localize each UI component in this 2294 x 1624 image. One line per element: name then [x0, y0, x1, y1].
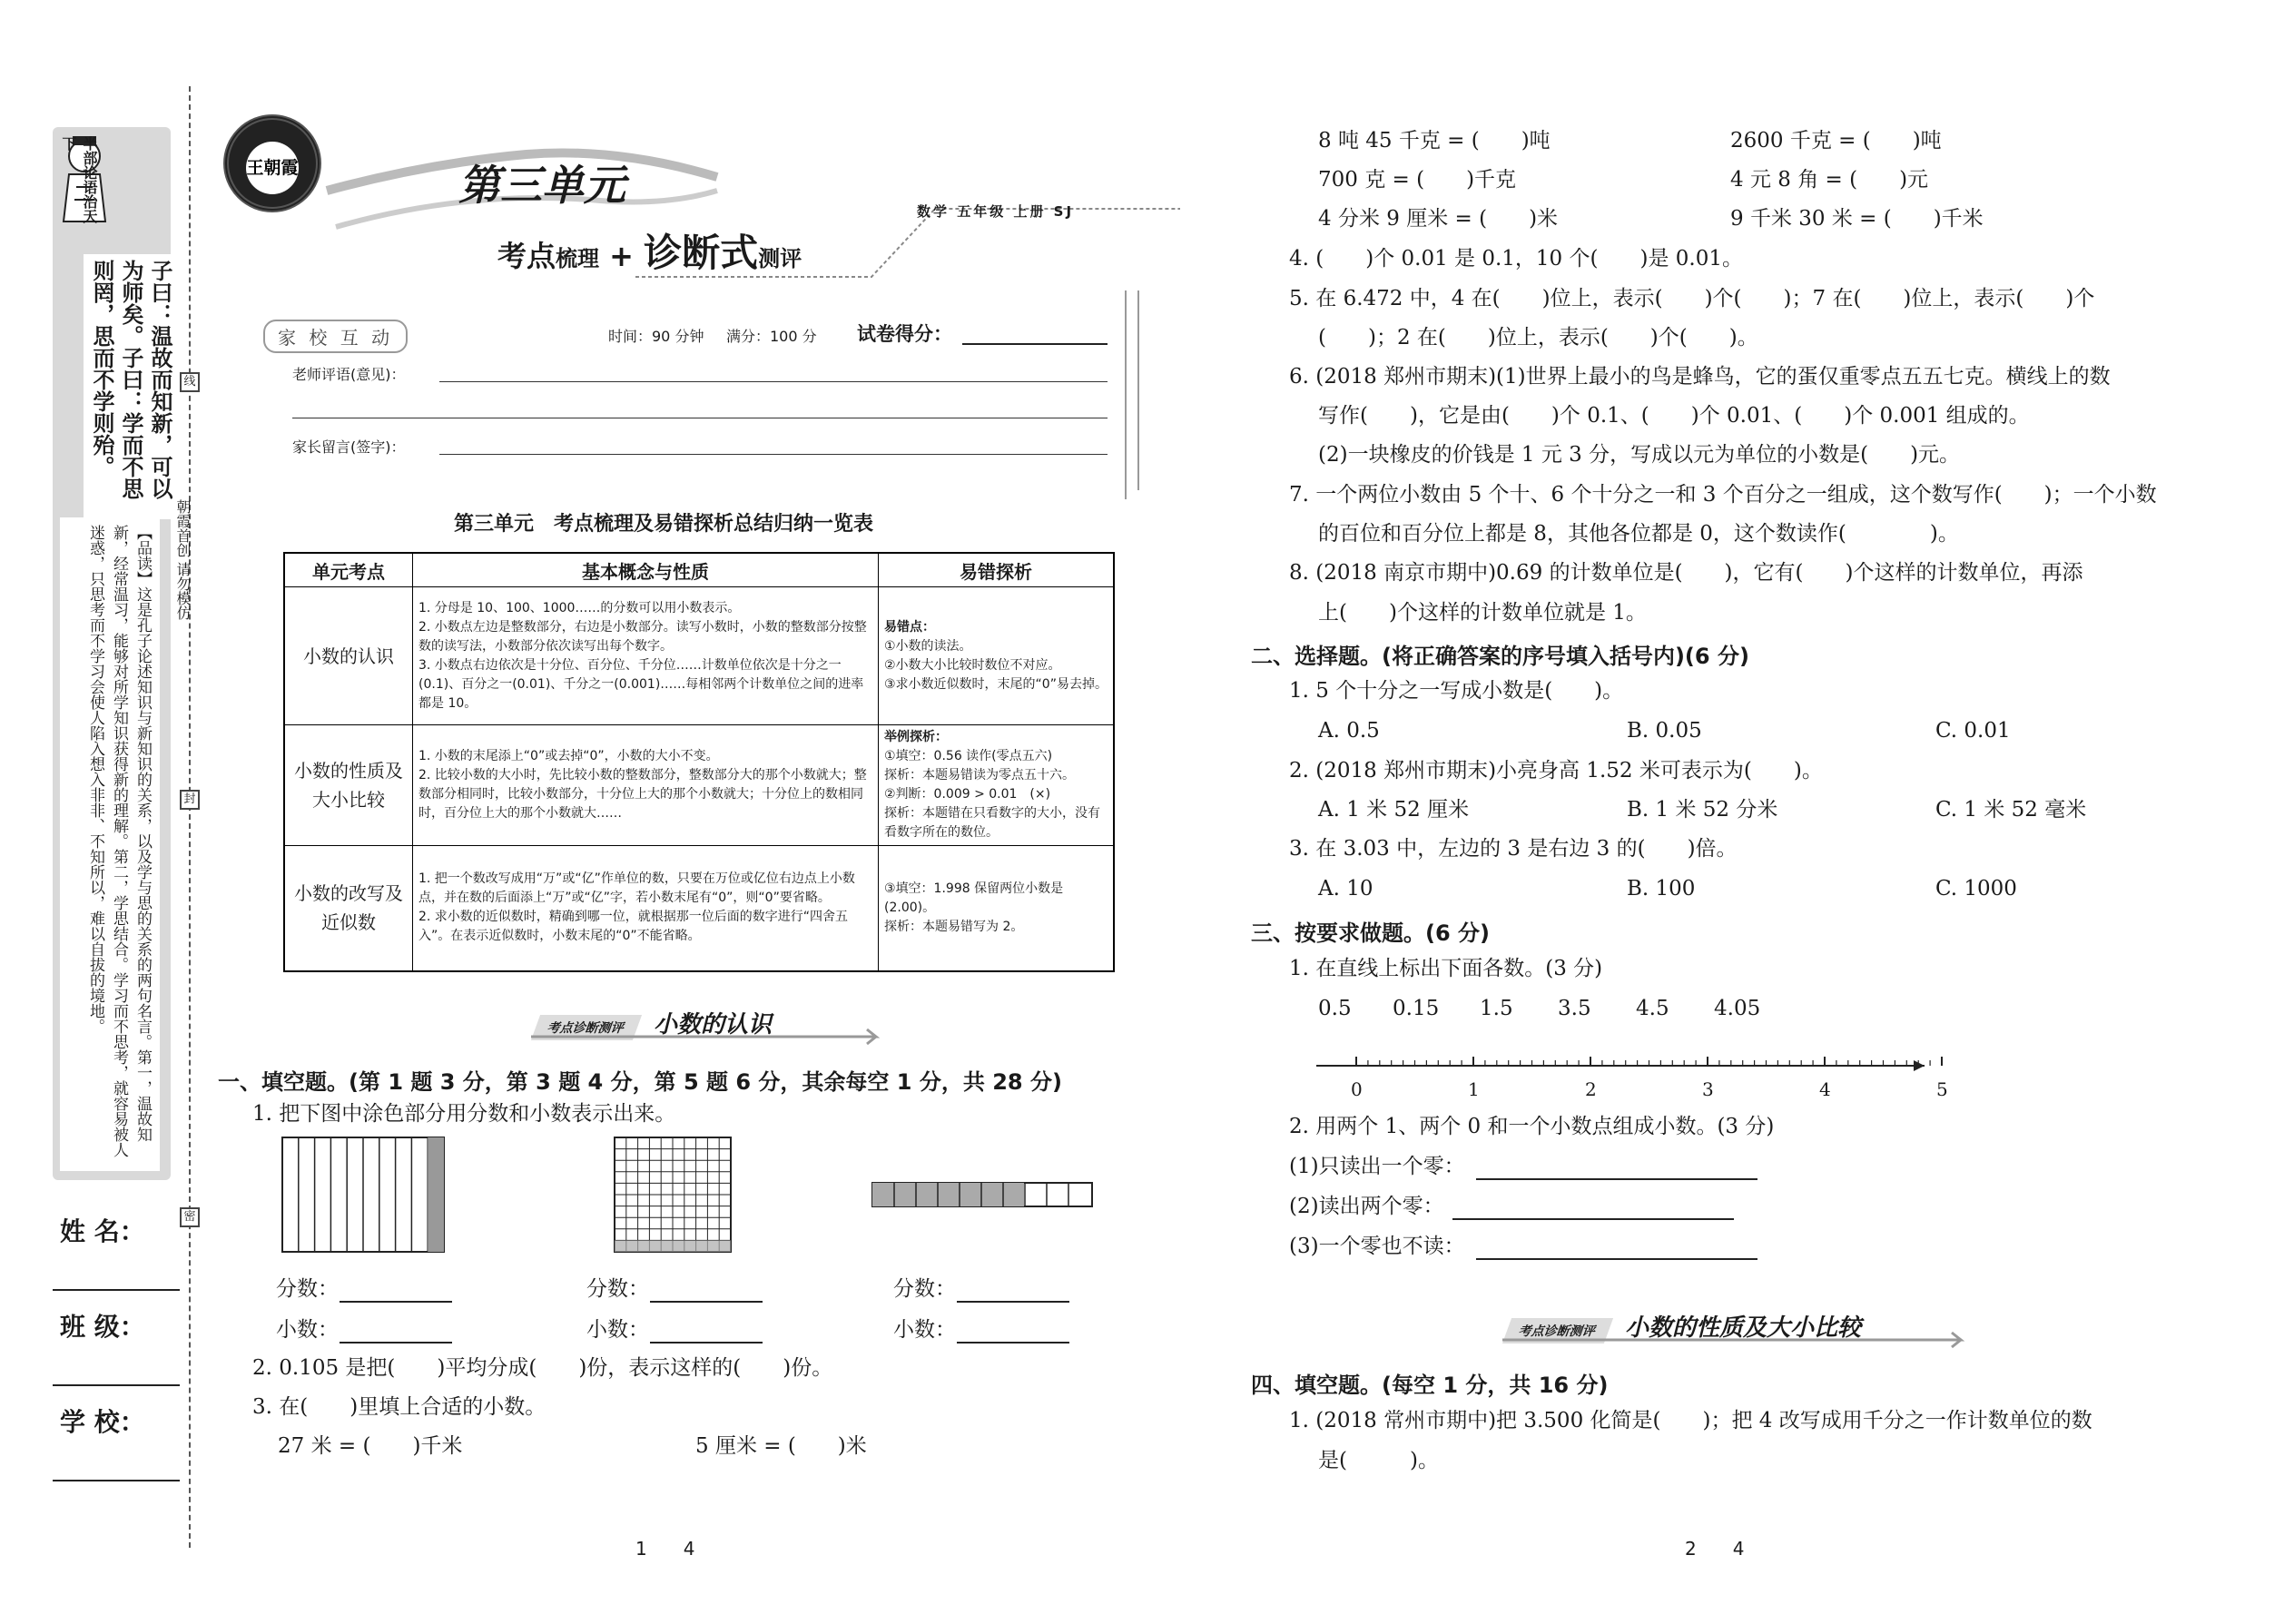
- cut-mark: 线: [180, 372, 200, 392]
- tagline: 半部论语治天下: [60, 136, 98, 223]
- task-1: 1. 在直线上标出下面各数。(3 分): [1289, 957, 1603, 980]
- decimal-answer[interactable]: [650, 1316, 763, 1343]
- cut-mark: 密: [180, 1207, 200, 1227]
- choice-option[interactable]: C. 0.01: [1935, 719, 2011, 743]
- page-number: 2 4: [1685, 1538, 1745, 1560]
- subtitle-part: 诊断式: [644, 231, 759, 275]
- choice-question-1: 1. 5 个十分之一写成小数是( )。: [1289, 679, 1624, 703]
- task-2: 2. 用两个 1、两个 0 和一个小数点组成小数。(3 分): [1289, 1115, 1775, 1138]
- full-score: 满分：100 分: [726, 328, 817, 345]
- choice-option[interactable]: A. 1 米 52 厘米: [1318, 798, 1470, 822]
- fraction-label: 分数：: [276, 1277, 339, 1301]
- number-line-arrow-icon: [1914, 1060, 1925, 1071]
- book-meta: 数学 五年级 上册 SJ: [917, 203, 1075, 220]
- name-field[interactable]: [53, 1289, 180, 1291]
- school-label: 学 校：: [60, 1407, 145, 1437]
- section-one-heading: 一、填空题。(第 1 题 3 分，第 3 题 4 分，第 5 题 6 分，其余每空 1 分，共 28 分): [218, 1069, 1062, 1095]
- unit-conv-3a: 4 分米 9 厘米 = ( )米: [1318, 207, 1559, 231]
- badge-label: 考点诊断测评: [1502, 1318, 1613, 1343]
- question-5-cont: ( )；2 在( )位上，表示( )个( )。: [1318, 326, 1758, 349]
- axis-label: 5: [1936, 1078, 1948, 1100]
- concept-line: 3. 小数点右边依次是十分位、百分位、千分位……计数单位依次是十分之一(0.1)、百分之一(0.01)、千分之一(0.001)……每相邻两个计数单位之间的进率都是 10。: [418, 657, 864, 711]
- error-line: ③求小数近似数时，末尾的“0”易去掉。: [884, 676, 1108, 692]
- badge-label: 考点诊断测评: [531, 1015, 642, 1040]
- class-field[interactable]: [53, 1384, 180, 1386]
- concept-cell: [413, 725, 879, 846]
- table-row: [284, 587, 1114, 725]
- parent-note-label: 家长留言(签字)：: [292, 438, 406, 456]
- decimal-answer[interactable]: [340, 1316, 452, 1343]
- task-number: 1.5: [1480, 997, 1513, 1020]
- choice-option[interactable]: A. 0.5: [1318, 719, 1380, 743]
- topic-cell: 小数的性质及大小比较: [284, 725, 413, 846]
- decimal-answer[interactable]: [957, 1316, 1069, 1343]
- subtitle-part: 考点: [497, 239, 556, 273]
- logo-text: 王朝霞: [246, 142, 299, 194]
- name-label: 姓 名：: [60, 1216, 145, 1246]
- axis-label: 4: [1819, 1078, 1831, 1100]
- question-3: 3. 在( )里填上合适的小数。: [252, 1395, 546, 1419]
- question-8: 8. (2018 南京市期中)0.69 的计数单位是( )，它有( )个这样的计数单位，再添: [1289, 561, 2083, 585]
- error-line: 举例探析：: [884, 730, 948, 744]
- question-7-cont: 的百位和百分位上都是 8，其他各位都是 0，这个数读作( )。: [1318, 522, 1959, 546]
- school-field[interactable]: [53, 1480, 180, 1481]
- decimal-label: 小数：: [276, 1318, 339, 1342]
- concept-line: 1. 分母是 10、100、1000……的分数可以用小数表示。: [418, 600, 741, 615]
- choice-option[interactable]: C. 1 米 52 毫米: [1935, 798, 2087, 822]
- section-two-heading: 二、选择题。(将正确答案的序号填入括号内)(6 分): [1251, 644, 1749, 669]
- fraction-answer[interactable]: [957, 1275, 1069, 1303]
- summary-table: [283, 552, 1115, 972]
- teacher-comment-label: 老师评语(意见)：: [292, 366, 406, 383]
- fraction-label: 分数：: [586, 1277, 649, 1301]
- choice-option[interactable]: A. 10: [1318, 877, 1373, 901]
- panel-frame: [1117, 290, 1153, 499]
- error-line: ①填空：0.56 读作(零点五六): [884, 749, 1053, 763]
- unit-title: 第三单元: [458, 161, 625, 210]
- figure-grid: [614, 1137, 732, 1253]
- axis-label: 1: [1468, 1078, 1480, 1100]
- error-line: ①小数的读法。: [884, 638, 972, 654]
- unit-conv-1b: 2600 千克 = ( )吨: [1730, 129, 1942, 153]
- table-title: 第三单元 考点梳理及易错探析总结归纳一览表: [454, 513, 874, 536]
- cut-line: [189, 86, 191, 1548]
- topic-cell: 小数的认识: [284, 587, 413, 725]
- teacher-comment-field[interactable]: [439, 381, 1108, 382]
- unit-conv-1a: 8 吨 45 千克 = ( )吨: [1318, 129, 1551, 153]
- table-row: [284, 725, 1114, 846]
- task-number: 3.5: [1558, 997, 1591, 1020]
- quote-commentary: 【品读】这是孔子论述知识与新知识的关系，以及学与思的关系的两句名言。第一，温故知新，经常温习，能够对所学知识获得新的理解。第二，学思结合。学习而不思考，就容易被人迷惑，只思考而不学习会使人陷入想入非非、不知所以，难以自拔的境地。: [60, 517, 160, 1171]
- concept-line: 1. 把一个数改写成用“万”或“亿”作单位的数，只要在万位或亿位右边点上小数点，并在数的后面添上“万”或“亿”字，若小数末尾有“0”，则“0”要省略。: [418, 871, 855, 906]
- home-school-banner: 家 校 互 动: [263, 320, 408, 353]
- class-label: 班 级：: [60, 1312, 145, 1342]
- error-line: ③填空：1.998 保留两位小数是(2.00)。: [884, 881, 1064, 915]
- axis-label: 0: [1351, 1078, 1363, 1100]
- cut-mark: 封: [180, 790, 200, 810]
- decimal-label: 小数：: [586, 1318, 649, 1342]
- badge-title: 小数的认识: [654, 1011, 773, 1038]
- question-8-cont: 上( )个这样的计数单位就是 1。: [1318, 601, 1647, 625]
- number-line[interactable]: [1307, 1053, 1943, 1100]
- subtitle-part: 测评: [758, 246, 802, 271]
- section-three-heading: 三、按要求做题。(6 分): [1251, 920, 1490, 946]
- task-2c-label: (3)一个零也不读：: [1289, 1235, 1465, 1258]
- task-number: 4.5: [1636, 997, 1669, 1020]
- parent-note-field[interactable]: [439, 454, 1108, 455]
- table-header-row: [284, 553, 1114, 587]
- decimal-label: 小数：: [893, 1318, 956, 1342]
- section-four-heading: 四、填空题。(每空 1 分，共 16 分): [1251, 1373, 1609, 1398]
- question-3a: 27 米 = ( )千米: [278, 1434, 463, 1458]
- header-frame: [635, 186, 1189, 286]
- question-6: 6. (2018 郑州市期末)(1)世界上最小的鸟是蜂鸟，它的蛋仅重零点五五七克。横线上的数: [1289, 365, 2111, 389]
- axis-label: 3: [1702, 1078, 1714, 1100]
- badge-arrow-icon: [531, 1026, 894, 1048]
- choice-option[interactable]: B. 0.05: [1627, 719, 1702, 743]
- question-4: 4. ( )个 0.01 是 0.1，10 个( )是 0.01。: [1289, 247, 1743, 271]
- axis-label: 2: [1585, 1078, 1597, 1100]
- page-number: 1 4: [635, 1538, 695, 1560]
- badge-title: 小数的性质及大小比较: [1625, 1314, 1862, 1342]
- column-header: 易错探析: [879, 553, 1115, 587]
- task-2a-answer[interactable]: [1476, 1153, 1757, 1180]
- concept-line: 2. 小数点左边是整数部分，右边是小数部分。读写小数时，小数的整数部分按整数的读写法，小数部分依次读写出每个数字。: [418, 619, 867, 654]
- choice-option[interactable]: C. 1000: [1935, 877, 2017, 901]
- column-header: 基本概念与性质: [413, 553, 879, 587]
- choice-option[interactable]: B. 1 米 52 分米: [1627, 798, 1778, 822]
- table-row: [284, 846, 1114, 971]
- fraction-label: 分数：: [893, 1277, 956, 1301]
- choice-question-3: 3. 在 3.03 中，左边的 3 是右边 3 的( )倍。: [1289, 837, 1738, 861]
- question-3b: 5 厘米 = ( )米: [695, 1434, 867, 1458]
- error-cell: [879, 725, 1115, 846]
- concept-line: 1. 小数的末尾添上“0”或去掉“0”，小数的大小不变。: [418, 749, 719, 763]
- fraction-answer[interactable]: [340, 1275, 452, 1303]
- question-5: 5. 在 6.472 中，4 在( )位上，表示( )个( )；7 在( )位上，表示( )个: [1289, 287, 2095, 310]
- figure-bar: [871, 1182, 1093, 1207]
- question-6-cont: 写作( )，它是由( )个 0.1、( )个 0.01、( )个 0.001 组成的。: [1318, 404, 2030, 428]
- figure-strips: [281, 1137, 445, 1253]
- task-number: 4.05: [1714, 997, 1761, 1020]
- choice-question-2: 2. (2018 郑州市期末)小亮身高 1.52 米可表示为( )。: [1289, 759, 1823, 782]
- unit-conv-2a: 700 克 = ( )千克: [1318, 168, 1517, 192]
- badge-arrow-icon: [1502, 1329, 1974, 1351]
- subtitle-part: 梳理: [556, 246, 600, 271]
- fraction-answer[interactable]: [650, 1275, 763, 1303]
- unit-conv-2b: 4 元 8 角 = ( )元: [1730, 168, 1929, 192]
- error-line: 探析：本题错在只看数字的大小，没有看数字所在的数位。: [884, 806, 1100, 840]
- concept-line: 2. 求小数的近似数时，精确到哪一位，就根据那一位后面的数字进行“四舍五入”。在表示近似数时，小数末尾的“0”不能省略。: [418, 910, 849, 944]
- task-2a-label: (1)只读出一个零：: [1289, 1155, 1465, 1178]
- copyright-note: 朝霞首创 请勿模仿: [174, 499, 192, 621]
- score-field[interactable]: [962, 343, 1108, 345]
- topic-cell: 小数的改写及近似数: [284, 846, 413, 971]
- error-line: ②小数大小比较时数位不对应。: [884, 657, 1061, 673]
- task-number: 0.5: [1318, 997, 1352, 1020]
- error-line: 易错点：: [884, 619, 935, 635]
- choice-option[interactable]: B. 100: [1627, 877, 1696, 901]
- error-line: 探析：本题易错读为零点五十六。: [884, 768, 1075, 782]
- unit-conv-3b: 9 千米 30 米 = ( )千米: [1730, 207, 1984, 231]
- error-cell: [879, 587, 1115, 725]
- error-cell: [879, 846, 1115, 971]
- task-number: 0.15: [1393, 997, 1440, 1020]
- fill-question-1-cont: 是( )。: [1318, 1449, 1439, 1472]
- task-2b-label: (2)读出两个零：: [1289, 1195, 1444, 1218]
- publisher-logo: [223, 114, 321, 212]
- error-line: ②判断：0.009 > 0.01 (×): [884, 787, 1051, 802]
- question-1: 1. 把下图中涂色部分用分数和小数表示出来。: [252, 1102, 676, 1126]
- score-label: 试卷得分：: [857, 323, 952, 345]
- error-line: 探析：本题易错写为 2。: [884, 919, 1024, 934]
- question-2: 2. 0.105 是把( )平均分成( )份，表示这样的( )份。: [252, 1356, 833, 1380]
- task-2c-answer[interactable]: [1476, 1233, 1757, 1260]
- task-2b-answer[interactable]: [1452, 1193, 1734, 1220]
- fill-question-1: 1. (2018 常州市期中)把 3.500 化简是( )；把 4 改写成用千分之一作计数单位的数: [1289, 1409, 2092, 1432]
- question-6-part2: (2)一块橡皮的价钱是 1 元 3 分，写成以元为单位的小数是( )元。: [1318, 443, 1961, 467]
- exam-time: 时间：90 分钟: [608, 328, 704, 345]
- column-header: 单元考点: [284, 553, 413, 587]
- question-7: 7. 一个两位小数由 5 个十、6 个十分之一和 3 个百分之一组成，这个数写作( )；一个小数: [1289, 483, 2157, 507]
- concept-cell: [413, 846, 879, 971]
- subtitle-plus: +: [609, 239, 634, 273]
- concept-line: 2. 比较小数的大小时，先比较小数的整数部分，整数部分大的那个小数就大；整数部分相同时，比较小数部分，十分位上大的那个小数就大；十分位上的数相同时，百分位上大的那个小数就大……: [418, 768, 867, 821]
- concept-cell: [413, 587, 879, 725]
- confucius-quote: 子曰：温故而知新，可以为师矣。子曰：学而不思则罔，思而不学则殆。: [84, 254, 178, 519]
